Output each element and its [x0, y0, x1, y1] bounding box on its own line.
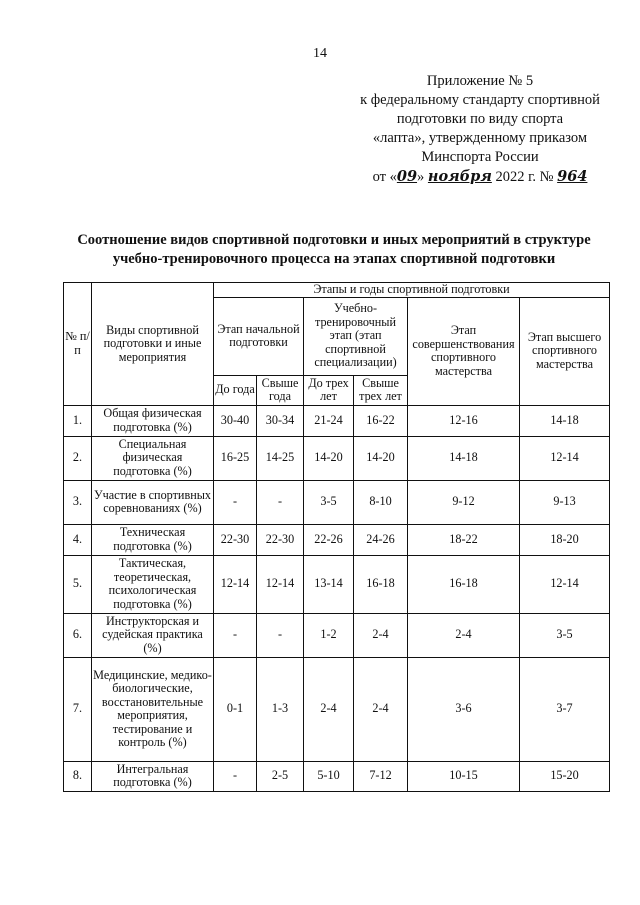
- cell-value: 14-20: [304, 436, 354, 480]
- header-higher-stage: Этап высшего спортивного мастерства: [520, 297, 610, 405]
- row-number: 3.: [64, 480, 92, 524]
- cell-value: 30-34: [257, 405, 304, 436]
- cell-value: 30-40: [214, 405, 257, 436]
- row-name: Интегральная подготовка (%): [92, 761, 214, 791]
- document-title: [60, 231, 608, 269]
- appendix-line-1: Приложение № 5: [426, 73, 534, 89]
- header-improvement-stage: Этап совершенствования спортивного мастерства: [408, 297, 520, 405]
- cell-value: 22-26: [304, 524, 354, 555]
- row-name: Техническая подготовка (%): [92, 524, 214, 555]
- appendix-line-5: Минспорта России: [421, 149, 539, 165]
- row-number: 2.: [64, 436, 92, 480]
- cell-value: 18-22: [408, 524, 520, 555]
- cell-value: 3-7: [520, 657, 610, 761]
- cell-value: -: [257, 480, 304, 524]
- table-row: [64, 761, 610, 791]
- header-over-year: Свыше года: [257, 375, 304, 405]
- cell-value: -: [257, 613, 304, 657]
- row-name: Тактическая, теоретическая, психологическая подготовка (%): [92, 555, 214, 613]
- header-training-type: Виды спортивной подготовки и иные мероприятия: [92, 283, 214, 406]
- cell-value: 9-12: [408, 480, 520, 524]
- appendix-line-3: подготовки по виду спорта: [396, 111, 564, 127]
- cell-value: 15-20: [520, 761, 610, 791]
- cell-value: 1-3: [257, 657, 304, 761]
- table-row: [64, 657, 610, 761]
- date-month: ноября: [427, 168, 492, 185]
- cell-value: 24-26: [354, 524, 408, 555]
- ratio-table: [63, 282, 610, 792]
- cell-value: -: [214, 761, 257, 791]
- row-name: Общая физическая подготовка (%): [92, 405, 214, 436]
- cell-value: 2-5: [257, 761, 304, 791]
- cell-value: 2-4: [304, 657, 354, 761]
- cell-value: -: [214, 480, 257, 524]
- table-row: [64, 555, 610, 613]
- appendix-block: [330, 72, 630, 187]
- cell-value: 3-5: [304, 480, 354, 524]
- cell-value: 21-24: [304, 405, 354, 436]
- row-number: 1.: [64, 405, 92, 436]
- cell-value: 0-1: [214, 657, 257, 761]
- cell-value: 1-2: [304, 613, 354, 657]
- cell-value: 16-18: [354, 555, 408, 613]
- table-row: [64, 436, 610, 480]
- cell-value: 2-4: [354, 613, 408, 657]
- cell-value: 3-6: [408, 657, 520, 761]
- row-number: 7.: [64, 657, 92, 761]
- cell-value: 14-25: [257, 436, 304, 480]
- cell-value: 12-14: [520, 555, 610, 613]
- cell-value: 16-22: [354, 405, 408, 436]
- cell-value: 12-14: [214, 555, 257, 613]
- cell-value: 8-10: [354, 480, 408, 524]
- table-row: [64, 480, 610, 524]
- appendix-line-2: к федеральному стандарту спортивной: [360, 92, 600, 108]
- header-number: № п/п: [64, 283, 92, 406]
- cell-value: 14-18: [520, 405, 610, 436]
- cell-value: 14-18: [408, 436, 520, 480]
- appendix-line-4: «лапта», утвержденному приказом: [372, 130, 588, 146]
- header-up-to-three-years: До трех лет: [304, 375, 354, 405]
- row-number: 4.: [64, 524, 92, 555]
- cell-value: 14-20: [354, 436, 408, 480]
- header-initial-stage: Этап начальной подготовки: [214, 297, 304, 375]
- title-line-1: Соотношение видов спортивной подготовки и иных мероприятий в структуре: [77, 232, 591, 248]
- cell-value: 12-14: [257, 555, 304, 613]
- cell-value: 10-15: [408, 761, 520, 791]
- cell-value: 16-18: [408, 555, 520, 613]
- header-stages: Этапы и годы спортивной подготовки: [214, 283, 610, 298]
- row-name: Участие в спортивных соревнованиях (%): [92, 480, 214, 524]
- cell-value: 13-14: [304, 555, 354, 613]
- table-row: [64, 613, 610, 657]
- cell-value: 16-25: [214, 436, 257, 480]
- cell-value: 3-5: [520, 613, 610, 657]
- cell-value: 12-14: [520, 436, 610, 480]
- cell-value: 7-12: [354, 761, 408, 791]
- order-date-line: [373, 167, 588, 187]
- table-row: [64, 405, 610, 436]
- date-prefix: от «: [372, 169, 397, 185]
- header-over-three-years: Свыше трех лет: [354, 375, 408, 405]
- row-name: Медицинские, медико-биологические, восстановительные мероприятия, тестирование и контроль (%): [92, 657, 214, 761]
- table-row: [64, 524, 610, 555]
- cell-value: 5-10: [304, 761, 354, 791]
- row-number: 5.: [64, 555, 92, 613]
- date-year: 2022 г. №: [495, 169, 554, 185]
- row-name: Специальная физическая подготовка (%): [92, 436, 214, 480]
- cell-value: 2-4: [354, 657, 408, 761]
- cell-value: 9-13: [520, 480, 610, 524]
- cell-value: 18-20: [520, 524, 610, 555]
- page-number: 14: [313, 46, 327, 61]
- title-line-2: учебно-тренировочного процесса на этапах спортивной подготовки: [112, 251, 556, 267]
- row-name: Инструкторская и судейская практика (%): [92, 613, 214, 657]
- order-number: 964: [557, 168, 588, 185]
- cell-value: 22-30: [257, 524, 304, 555]
- cell-value: 2-4: [408, 613, 520, 657]
- date-day: 09: [396, 168, 418, 185]
- cell-value: 22-30: [214, 524, 257, 555]
- cell-value: 12-16: [408, 405, 520, 436]
- header-up-to-year: До года: [214, 375, 257, 405]
- header-training-stage: Учебно-тренировочный этап (этап спортивной специализации): [304, 297, 408, 375]
- row-number: 6.: [64, 613, 92, 657]
- date-mid: »: [417, 169, 425, 185]
- cell-value: -: [214, 613, 257, 657]
- row-number: 8.: [64, 761, 92, 791]
